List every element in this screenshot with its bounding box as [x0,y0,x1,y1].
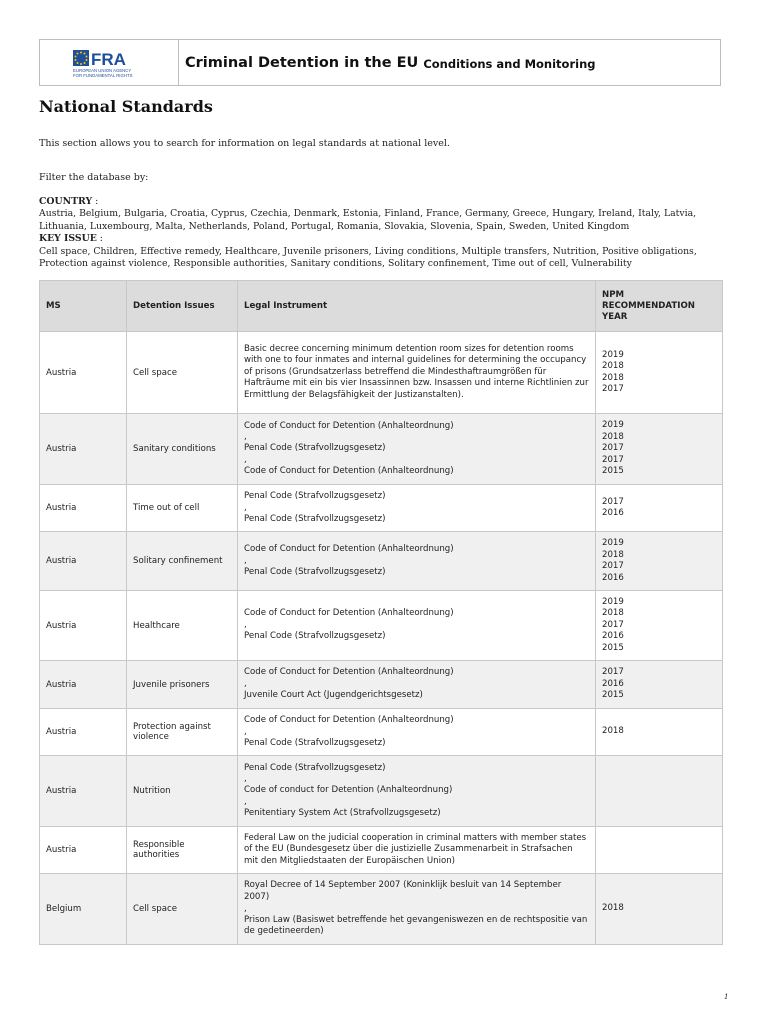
npm-year: 2017 [602,454,624,465]
cell-issue: Cell space [127,874,238,945]
intro-text: This section allows you to search for information on legal standards at national level. [39,138,450,149]
cell-ms: Austria [40,414,127,485]
cell-npm-year [596,827,723,874]
legal-instrument: Code of Conduct for Detention (Anhalteordnung) [244,714,454,725]
table-row [40,414,723,485]
header-ms: MS [40,281,127,332]
npm-year: 2018 [602,361,624,371]
cell-instrument: Royal Decree of 14 September 2007 (Koninklijk besluit van 14 September 2007) , Prison Law (Basiswet betreffende het gevangeniswezen en de rechtspositie van de gedetineerden) [238,874,596,945]
fra-logo-icon [71,46,147,80]
npm-year: 2017 [602,496,624,507]
table-row [40,591,723,661]
table-row [40,661,723,709]
legal-instrument: Penal Code (Strafvollzugsgesetz) [244,737,386,748]
legal-instrument: Penitentiary System Act (Strafvollzugsgesetz) [244,807,441,818]
cell-ms: Austria [40,661,127,709]
filter-summary [39,196,729,270]
legal-instrument: Penal Code (Strafvollzugsgesetz) [244,762,386,773]
cell-ms: Austria [40,709,127,756]
table-header-row [40,281,723,332]
cell-instrument [238,332,596,414]
npm-year: 2018 [602,903,624,914]
cell-issue: Protection against violence [127,709,238,756]
npm-year: 2017 [602,384,624,394]
legal-instrument: Code of Conduct for Detention (Anhalteordnung) [244,420,454,431]
cell-npm-year [596,756,723,827]
cell-issue: Sanitary conditions [127,414,238,485]
header-instrument: Legal Instrument [238,281,596,332]
npm-year: 2018 [602,431,624,442]
document-header [39,39,721,86]
logo-subtitle-2: FOR FUNDAMENTAL RIGHTS [73,72,133,78]
header-issue: Detention Issues [127,281,238,332]
cell-issue: Cell space [127,332,238,414]
npm-year: 2016 [602,572,624,583]
npm-year: 2018 [602,608,624,619]
legal-instrument: Code of Conduct for Detention (Anhalteordnung) [244,608,454,619]
filter-intro: Filter the database by: [39,172,149,183]
cell-instrument: Penal Code (Strafvollzugsgesetz) , Penal Code (Strafvollzugsgesetz) [238,485,596,532]
cell-ms: Belgium [40,874,127,945]
page-number: 1 [724,993,729,1001]
legal-instrument: Code of conduct for Detention (Anhalteordnung) [244,785,453,796]
npm-year: 2018 [602,726,624,737]
table-row [40,874,723,945]
cell-npm-year [596,874,723,945]
npm-year: 2019 [602,538,624,548]
cell-npm-year [596,485,723,532]
npm-year: 2017 [602,667,624,678]
legal-instrument: Federal Law on the judicial cooperation in criminal matters with member states of the EU (Bundesgesetz über die justizielle Zusammenarbeit in Strafsachen mit den Mitgliedstaaten der Europäischen Union) [244,832,587,866]
cell-ms: Austria [40,827,127,874]
legal-instrument: Penal Code (Strafvollzugsgesetz) [244,566,386,577]
cell-ms: Austria [40,532,127,591]
legal-instrument: Juvenile Court Act (Jugendgerichtsgesetz) [244,690,423,700]
cell-instrument: Code of Conduct for Detention (Anhalteordnung) , Juvenile Court Act (Jugendgerichtsgesetz) [238,661,596,709]
cell-issue: Nutrition [127,756,238,827]
table-body [40,332,723,945]
country-values: Austria, Belgium, Bulgaria, Croatia, Cyprus, Czechia, Denmark, Estonia, Finland, France, Germany, Greece, Hungary, Ireland, Italy, Latvia, Lithuania, Luxembourg, Malta, Netherlands, Poland, Portugal, Romania, Slovakia, Slovenia, Spain, Sweden, United Kingdom [39,208,697,232]
legal-instrument: Prison Law (Basiswet betreffende het gevangeniswezen en de rechtspositie van de gedetineerden) [244,914,588,937]
table-row [40,756,723,827]
cell-ms: Austria [40,332,127,414]
document-title [179,40,720,85]
cell-issue: Juvenile prisoners [127,661,238,709]
logo-text: FRA [91,49,126,69]
table-row [40,709,723,756]
npm-year: 2016 [602,678,624,689]
cell-ms: Austria [40,591,127,661]
npm-year: 2019 [602,420,624,431]
legal-instrument: Code of Conduct for Detention (Anhalteordnung) [244,465,454,476]
legal-instrument: Penal Code (Strafvollzugsgesetz) [244,443,386,454]
npm-year: 2016 [602,508,624,518]
npm-year: 2017 [602,561,624,571]
cell-npm-year [596,414,723,485]
npm-year: 2015 [602,466,624,477]
npm-year: 2015 [602,690,624,701]
cell-issue: Healthcare [127,591,238,661]
logo-subtitle-1: EUROPEAN UNION AGENCY [73,67,132,73]
country-label: COUNTRY [39,196,93,207]
country-filter: COUNTRY : [39,196,99,207]
standards-table [39,280,723,945]
cell-instrument: Code of Conduct for Detention (Anhalteordnung) , Penal Code (Strafvollzugsgesetz) [238,532,596,591]
title-sub: Conditions and Monitoring [423,56,596,71]
cell-npm-year [596,591,723,661]
header-npm-line3: YEAR [602,311,628,322]
cell-ms: Austria [40,756,127,827]
page-title: National Standards [39,97,213,116]
table-row [40,485,723,532]
header-npm-line2: RECOMMENDATION [602,300,695,311]
legal-instrument: Basic decree concerning minimum detention room sizes for detention rooms with one to four inmates and internal guidelines for determining the occupancy of prisons (Grundsatzerlass betreffend die Mindesthaftraumgrößen für Hafträume mit ein bis vier Insassinnen bzw. Insassen und interne Richtlinien zur Ermittlung der Belagsfähigkeit der Justizanstalten). [244,343,589,400]
npm-year: 2019 [602,349,624,360]
cell-instrument: Code of Conduct for Detention (Anhalteordnung) , Penal Code (Strafvollzugsgesetz) , Code of Conduct for Detention (Anhalteordnung) [238,414,596,485]
cell-instrument: Code of Conduct for Detention (Anhalteordnung) , Penal Code (Strafvollzugsgesetz) [238,709,596,756]
legal-instrument: Code of Conduct for Detention (Anhalteordnung) [244,543,454,554]
legal-instrument: Penal Code (Strafvollzugsgesetz) [244,631,386,641]
cell-npm-year [596,709,723,756]
table-row [40,827,723,874]
cell-instrument: Code of Conduct for Detention (Anhalteordnung) , Penal Code (Strafvollzugsgesetz) [238,591,596,661]
issue-label: KEY ISSUE [39,233,97,245]
cell-issue: Time out of cell [127,485,238,532]
legal-instrument: Royal Decree of 14 September 2007 (Koninklijk besluit van 14 September 2007) [244,880,562,902]
header-npm [596,281,723,332]
legal-instrument: Code of Conduct for Detention (Anhalteordnung) [244,667,454,678]
cell-instrument [238,827,596,874]
npm-year: 2017 [602,619,624,630]
npm-year: 2019 [602,596,624,607]
fra-logo [40,40,179,85]
legal-instrument: Penal Code (Strafvollzugsgesetz) [244,490,386,501]
cell-instrument: Penal Code (Strafvollzugsgesetz) , Code of conduct for Detention (Anhalteordnung) , Penitentiary System Act (Strafvollzugsgesetz) [238,756,596,827]
title-main: Criminal Detention in the EU [185,54,419,71]
cell-npm-year [596,532,723,591]
issue-values: Cell space, Children, Effective remedy, Healthcare, Juvenile prisoners, Living conditions, Multiple transfers, Nutrition, Positive obligations, Protection against violence, Responsible authorities, Sanitary conditions, Solitary confinement, Time out of cell, Vulnerability [39,245,697,270]
npm-year: 2015 [602,642,624,653]
npm-year: 2018 [602,372,624,383]
cell-issue: Solitary confinement [127,532,238,591]
cell-issue: Responsible authorities [127,827,238,874]
table-row [40,532,723,591]
npm-year: 2018 [602,549,624,560]
cell-npm-year [596,661,723,709]
npm-year: 2017 [602,443,624,454]
table-row [40,332,723,414]
legal-instrument: Penal Code (Strafvollzugsgesetz) [244,513,386,524]
header-npm-line1: NPM [602,289,625,300]
cell-npm-year [596,332,723,414]
cell-ms: Austria [40,485,127,532]
npm-year: 2016 [602,631,624,642]
issue-filter: KEY ISSUE : [39,233,103,245]
